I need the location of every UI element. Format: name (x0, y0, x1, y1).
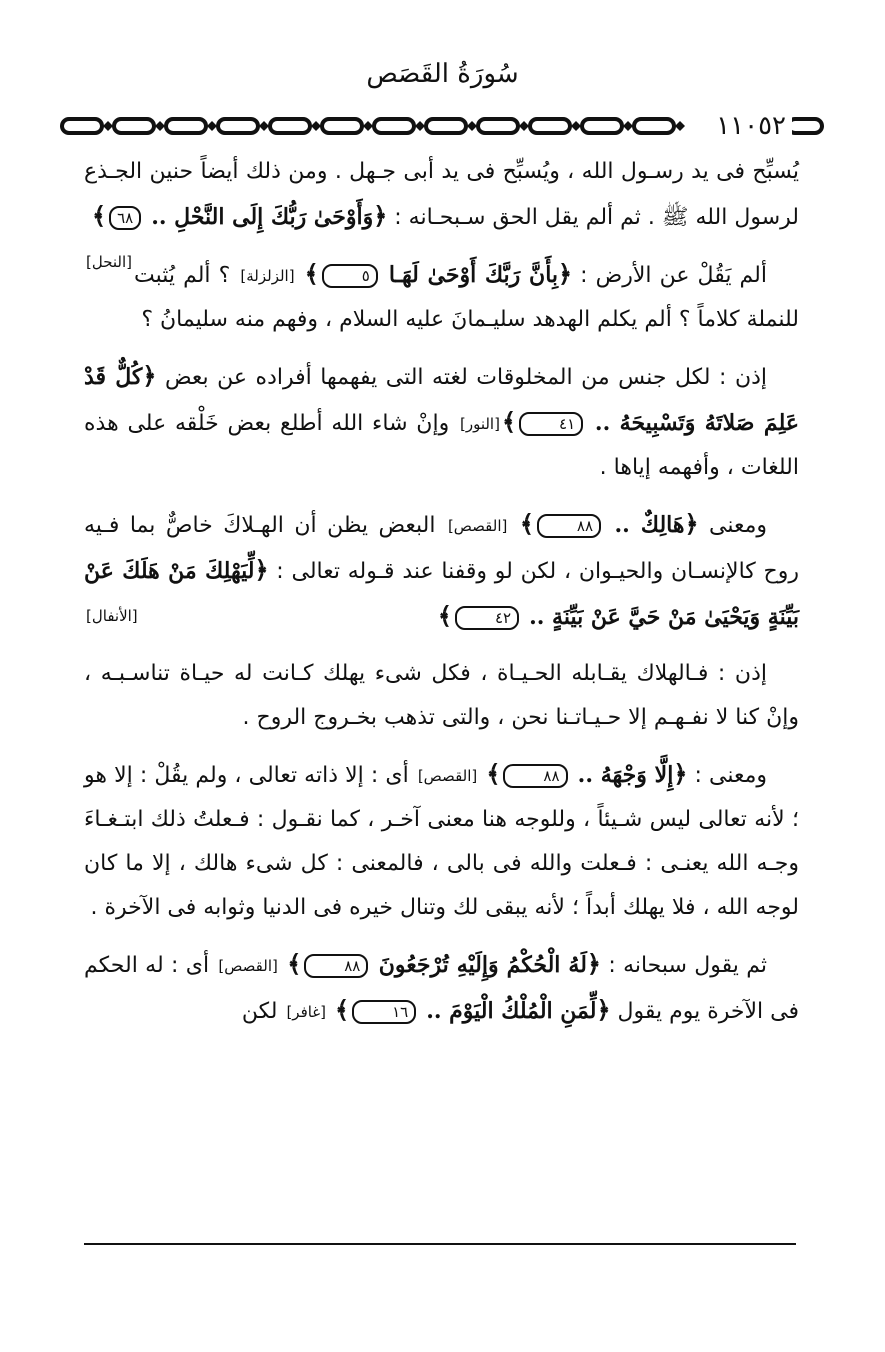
page-number: ١١٠٥٢ (710, 108, 792, 144)
chain-link (530, 119, 570, 133)
surah-reference: [غافر] (286, 1003, 327, 1021)
chain-link (322, 119, 362, 133)
surah-reference: [القصص] (218, 957, 278, 975)
chain-link (788, 119, 822, 133)
paragraph-text: لكن (241, 999, 278, 1024)
quran-verse: كُلٌّ قَدْ عَلِمَ صَلاتَهُ وَتَسْبِيحَهُ .. (84, 364, 799, 436)
chain-link (166, 119, 206, 133)
quran-verse: لِّيَهْلِكَ مَنْ هَلَكَ عَنْ بَيِّنَةٍ وَيَحْيَىٰ مَنْ حَيَّ عَنْ بَيِّنَةٍ .. (84, 558, 799, 630)
ayah-number: ١٦ (352, 1000, 416, 1024)
quran-verse: إِلَّا وَجْهَهُ .. (577, 762, 674, 788)
chain-link (114, 119, 154, 133)
chain-diamond (363, 121, 373, 131)
paragraph-text: أى : إلا ذاته تعالى ، ولم يقُلْ : إلا هو ؛ لأنه تعالى ليس شـيئاً ، وللوجه هنا معنى آخـر ، كما نقـول : فـعلتُ ذلك ابتـغـاءَ وجـه الله يعنـى : فـعلت والله فى بالى ، فالمعنى : كل شىء هالك ، إلا ما كان لوجه الله ، فلا يهلك أبداً ؛ لأنه يبقى لك وتنال خيره فى الدنيا وثوابه فى الآخرة . (84, 763, 799, 920)
paragraph-5 (84, 652, 799, 740)
surah-reference: [الأنفال] (86, 607, 138, 625)
chain-diamond (103, 121, 113, 131)
paragraph-text: البعض يظن أن الهـلاكَ خاصٌّ بما فـيه روح كالإنسـان والحيـوان ، لكن لو وقفنا عند قـوله تعالى : (84, 513, 799, 584)
chain-link (582, 119, 622, 133)
quran-close-bracket: ﴾ (335, 995, 350, 1024)
quran-close-bracket: ﴾ (304, 259, 319, 288)
chain-diamond (207, 121, 217, 131)
quran-close-bracket: ﴾ (519, 509, 534, 538)
paragraph-1 (84, 150, 799, 271)
quran-verse: بِأَنَّ رَبَّكَ أَوْحَىٰ لَهَـا (388, 262, 559, 288)
surah-reference: [النحل] (86, 253, 133, 271)
quran-verse: هَالِكٌ .. (614, 512, 685, 538)
quran-open-bracket: ﴿ (596, 995, 611, 1024)
chain-diamond (467, 121, 477, 131)
paragraph-2 (84, 252, 799, 342)
chain-diamond (259, 121, 269, 131)
page-body (84, 150, 799, 1046)
quran-close-bracket: ﴾ (287, 949, 302, 978)
decorative-header-band (58, 108, 828, 144)
paragraph-text: أى : له الحكم فى الآخرة يوم يقول (84, 953, 799, 1024)
chain-diamond (155, 121, 165, 131)
ayah-number: ٤٢ (455, 606, 519, 630)
surah-reference: [النور] (459, 415, 500, 433)
chain-diamond (415, 121, 425, 131)
quran-close-bracket: ﴾ (486, 759, 501, 788)
chain-link (270, 119, 310, 133)
quran-verse: وَأَوْحَىٰ رَبُّكَ إِلَى النَّحْلِ .. (151, 204, 374, 230)
quran-open-bracket: ﴿ (142, 361, 157, 390)
paragraph-7 (84, 942, 799, 1034)
chain-diamond (571, 121, 581, 131)
chain-link (374, 119, 414, 133)
quran-open-bracket: ﴿ (558, 259, 573, 288)
quran-open-bracket: ﴿ (373, 201, 388, 230)
chain-diamond (311, 121, 321, 131)
quran-open-bracket: ﴿ (586, 949, 601, 978)
surah-reference: [القصص] (417, 767, 478, 785)
surah-reference: [القصص] (447, 517, 508, 535)
quran-close-bracket: ﴾ (437, 601, 452, 630)
ayah-number: ٨٨ (537, 514, 601, 538)
chain-link (634, 119, 674, 133)
ayah-number: ٦٨ (109, 206, 141, 230)
chain-link (62, 119, 102, 133)
paragraph-6 (84, 752, 799, 930)
quran-verse: لِّمَنِ الْمُلْكُ الْيَوْمَ .. (426, 998, 597, 1024)
ayah-number: ٥ (322, 264, 378, 288)
footer-divider (84, 1243, 796, 1245)
chain-diamond (675, 121, 685, 131)
quran-open-bracket: ﴿ (684, 509, 699, 538)
paragraph-text: ومعنى (709, 513, 768, 538)
quran-open-bracket: ﴿ (673, 759, 688, 788)
quran-open-bracket: ﴿ (254, 555, 269, 584)
paragraph-text: ثم يقول سبحانه : (608, 953, 767, 978)
ayah-number: ٤١ (519, 412, 583, 436)
paragraph-text: يُسبِّح فى يد رسـول الله ، ويُسبِّح فى يد أبى جـهل . ومن ذلك أيضاً حنين الجـذع لرسول الله ﷺ . ثم ألم يقل الحق سـبحـانه : (84, 159, 799, 230)
paragraph-text: ومعنى : (694, 763, 768, 788)
chain-link (426, 119, 466, 133)
paragraph-3 (84, 354, 799, 490)
paragraph-text: إذن : فـالهلاك يقـابله الحـيـاة ، فكل شىء يهلك كـانت له حيـاة تناسـبـه ، وإنْ كنا لا نفـهـم إلا حـيـاتـنا نحن ، والتى تذهب بخـروج الروح . (84, 661, 799, 730)
ayah-number: ٨٨ (503, 764, 567, 788)
paragraph-text: ألم يَقُلْ عن الأرض : (580, 263, 767, 288)
quran-close-bracket: ﴾ (501, 407, 517, 436)
quran-close-bracket: ﴾ (92, 201, 107, 230)
chain-diamond (623, 121, 633, 131)
surah-reference: [الزلزلة] (240, 267, 295, 285)
paragraph-text: وإنْ شاء الله أطلع بعض خَلْقه على هذه اللغات ، وأفهمه إياها . (84, 411, 799, 480)
ayah-number: ٨٨ (304, 954, 368, 978)
chain-diamond (519, 121, 529, 131)
surah-title: سُورَةُ القَصَص (366, 59, 519, 89)
chain-link (218, 119, 258, 133)
chain-link (478, 119, 518, 133)
paragraph-text: ؟ ألم يُثبت للنملة كلاماً ؟ ألم يكلم الهدهد سليـمانَ عليه السلام ، وفهم منه سليمانُ ؟ (134, 263, 799, 332)
paragraph-text: إذن : لكل جنس من المخلوقات لغته التى يفهمها أفراده عن بعض (164, 365, 768, 390)
quran-verse: لَهُ الْحُكْمُ وَإِلَيْهِ تُرْجَعُونَ (378, 952, 587, 978)
paragraph-4 (84, 502, 799, 640)
